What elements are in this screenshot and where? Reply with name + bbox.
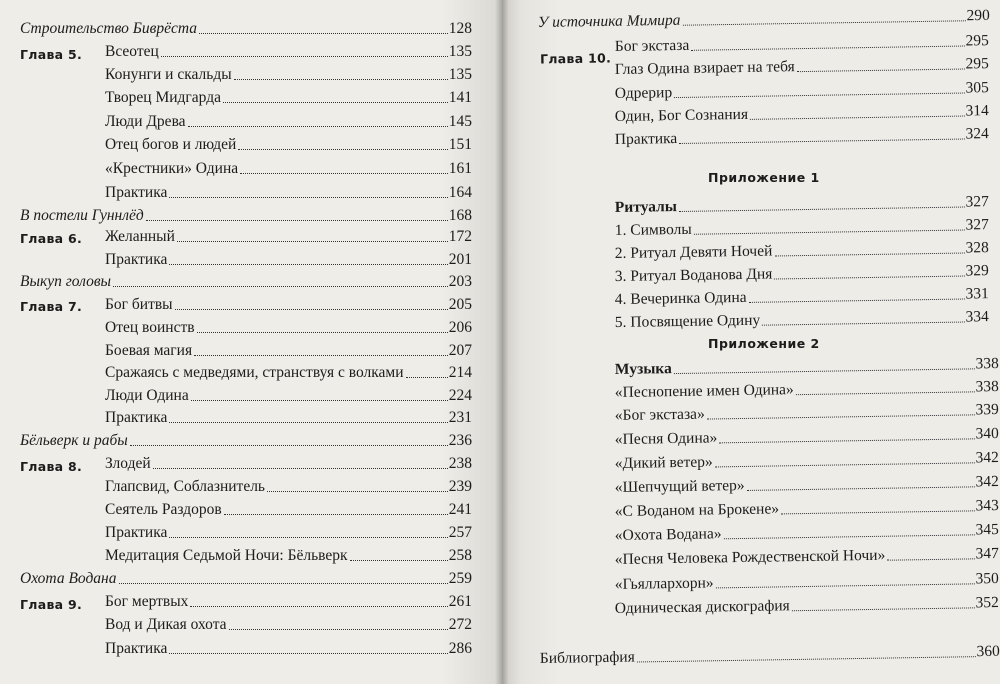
toc-entry — [105, 66, 472, 84]
entry-title: Бёльверк и рабы — [20, 432, 128, 449]
entry-title: 1. Символы — [614, 220, 692, 240]
toc-entry — [105, 409, 472, 427]
entry-title: «Песня Человека Рождественской Ночи» — [614, 546, 886, 569]
dot-leader — [161, 56, 448, 57]
chapter-label: Глава 7. — [20, 299, 83, 314]
entry-title: Глапсвид, Соблазнитель — [105, 478, 266, 495]
dot-leader — [169, 537, 447, 538]
dot-leader — [267, 491, 448, 492]
entry-page: 151 — [448, 136, 472, 153]
toc-entry — [615, 449, 999, 473]
toc-entry — [615, 355, 999, 379]
dot-leader — [169, 264, 447, 265]
chapter-label: Глава 6. — [20, 231, 83, 246]
entry-page: 161 — [448, 160, 472, 177]
dot-leader — [153, 468, 448, 469]
toc-entry — [105, 547, 472, 565]
entry-title: Люди Древа — [105, 113, 186, 130]
dot-leader — [188, 126, 448, 127]
entry-page: 360 — [976, 642, 1000, 661]
appendix-heading: Приложение 1 — [708, 170, 820, 185]
entry-title: Практика — [105, 640, 168, 657]
entry-page: 342 — [975, 472, 999, 491]
entry-page: 168 — [448, 207, 472, 224]
toc-entry — [615, 262, 989, 286]
entry-page: 206 — [448, 319, 472, 336]
dot-leader — [406, 377, 448, 378]
entry-title: «Крестники» Одина — [105, 160, 239, 177]
toc-entry — [615, 102, 989, 126]
entry-page: 239 — [448, 478, 472, 495]
appendix-heading: Приложение 2 — [708, 336, 820, 351]
dot-leader — [191, 400, 448, 401]
toc-entry — [105, 478, 472, 496]
entry-page: 258 — [448, 547, 472, 564]
toc-entry — [105, 228, 472, 246]
right-page — [502, 0, 1000, 684]
dot-leader — [796, 391, 975, 395]
entry-title: 3. Ритуал Воданова Дня — [614, 265, 773, 286]
entry-page: 145 — [448, 113, 472, 130]
toc-entry — [105, 342, 472, 360]
toc-entry — [615, 594, 999, 618]
dot-leader — [169, 653, 447, 654]
entry-title: Ритуалы — [614, 198, 678, 217]
dot-leader — [774, 276, 964, 280]
dot-leader — [169, 422, 447, 423]
entry-page: 207 — [448, 342, 472, 359]
entry-title: «Гьяллархорн» — [614, 574, 714, 594]
dot-leader — [716, 583, 975, 588]
entry-page: 343 — [975, 496, 999, 515]
dot-leader — [177, 241, 448, 242]
dot-leader — [197, 332, 448, 333]
toc-entry — [615, 308, 989, 332]
entry-title: Творец Мидгарда — [105, 89, 221, 106]
entry-page: 236 — [448, 432, 472, 449]
toc-entry — [615, 239, 989, 263]
entry-title: «Бог экстаза» — [614, 405, 705, 425]
toc-entry — [615, 32, 989, 56]
entry-page: 135 — [448, 43, 472, 60]
entry-title: Отец богов и людей — [105, 136, 237, 153]
entry-page: 338 — [975, 354, 999, 373]
entry-page: 205 — [448, 296, 472, 313]
entry-page: 203 — [448, 273, 472, 290]
toc-entry — [105, 524, 472, 542]
entry-page: 290 — [966, 6, 990, 25]
dot-leader — [240, 173, 448, 174]
toc-entry — [105, 160, 472, 178]
entry-title: Всеотец — [105, 43, 159, 60]
toc-entry — [105, 640, 472, 658]
toc-entry — [105, 319, 472, 337]
dot-leader — [762, 322, 964, 326]
entry-page: 350 — [975, 569, 999, 588]
entry-page: 314 — [965, 102, 989, 120]
toc-entry — [105, 616, 472, 634]
toc-entry — [615, 497, 999, 521]
toc-entry — [615, 378, 999, 402]
toc-entry — [105, 364, 472, 382]
entry-title: Одиническая дискография — [614, 597, 790, 618]
toc-entry — [615, 401, 999, 425]
entry-page: 327 — [965, 216, 989, 234]
entry-page: 295 — [965, 32, 989, 50]
entry-title: Вод и Дикая охота — [105, 616, 227, 633]
entry-title: 5. Посвящение Одину — [614, 311, 761, 332]
dot-leader — [749, 299, 965, 303]
dot-leader — [715, 462, 975, 467]
entry-title: Сеятель Раздоров — [105, 501, 222, 518]
entry-title: Выкуп головы — [20, 273, 112, 290]
toc-entry — [20, 570, 472, 588]
dot-leader — [224, 514, 448, 515]
toc-entry-bibliography — [540, 643, 1000, 668]
chapter-label: Глава 8. — [20, 459, 83, 474]
entry-title: Практика — [105, 184, 168, 201]
entry-title: Строительство Бивpёста — [20, 20, 197, 37]
toc-entry — [105, 593, 472, 611]
dot-leader — [113, 286, 448, 287]
entry-title: В постели Гуннлёд — [20, 207, 144, 224]
entry-page: 241 — [448, 501, 472, 518]
entry-title: Бог битвы — [105, 296, 173, 313]
entry-title: Практика — [614, 130, 678, 149]
toc-entry — [20, 207, 472, 225]
dot-leader — [792, 607, 975, 611]
entry-title: Сражаясь с медведями, странствуя с волками — [105, 364, 404, 381]
dot-leader — [194, 355, 448, 356]
entry-title: «Песнопение имен Одина» — [614, 381, 794, 402]
entry-title: Один, Бог Сознания — [614, 105, 749, 126]
entry-page: 286 — [448, 640, 472, 657]
entry-title: Бог мертвых — [105, 593, 189, 610]
entry-page: 141 — [448, 89, 472, 106]
entry-page: 339 — [975, 400, 999, 419]
dot-leader — [724, 534, 975, 539]
book-gutter — [495, 0, 509, 684]
toc-entry — [105, 113, 472, 131]
entry-page: 329 — [965, 262, 989, 280]
entry-page: 214 — [448, 364, 472, 381]
entry-page: 324 — [965, 125, 989, 143]
dot-leader — [679, 139, 964, 144]
entry-title: Бог экстаза — [614, 36, 690, 56]
entry-title: Злодей — [105, 455, 151, 472]
entry-page: 340 — [975, 424, 999, 443]
dot-leader — [674, 368, 975, 374]
entry-title: Медитация Седьмой Ночи: Бёльверк — [105, 547, 348, 564]
dot-leader — [190, 606, 447, 607]
entry-title: Желанный — [105, 228, 175, 245]
dot-leader — [350, 560, 448, 561]
toc-entry — [105, 387, 472, 405]
entry-page: 128 — [448, 20, 472, 37]
toc-entry — [615, 125, 989, 149]
toc-entry — [105, 296, 472, 314]
entry-page: 331 — [965, 285, 989, 303]
entry-page: 238 — [448, 455, 472, 472]
dot-leader — [146, 220, 448, 221]
entry-page: 231 — [448, 409, 472, 426]
dot-leader — [238, 149, 447, 150]
entry-title: «Шепчущий ветер» — [614, 476, 745, 497]
entry-page: 305 — [965, 79, 989, 97]
toc-entry — [20, 273, 472, 291]
toc-entry — [105, 455, 472, 473]
entry-page: 172 — [448, 228, 472, 245]
entry-page: 338 — [975, 377, 999, 396]
dot-leader — [119, 583, 448, 584]
dot-leader — [175, 309, 448, 310]
entry-page: 135 — [448, 66, 472, 83]
dot-leader — [707, 414, 975, 419]
dot-leader — [719, 438, 974, 443]
dot-leader — [781, 510, 975, 514]
toc-entry — [615, 55, 989, 79]
entry-title: 4. Вечеринка Одина — [614, 288, 747, 309]
entry-title: Практика — [105, 409, 168, 426]
toc-entry — [105, 89, 472, 107]
dot-leader — [691, 46, 964, 51]
dot-leader — [747, 486, 975, 491]
entry-title: 2. Ритуал Девяти Ночей — [614, 242, 773, 263]
toc-entry — [105, 136, 472, 154]
entry-title: Библиография — [539, 648, 635, 668]
entry-title: Практика — [105, 251, 168, 268]
entry-title: «С Воданом на Брокене» — [614, 500, 780, 521]
dot-leader — [797, 69, 965, 73]
entry-title: Музыка — [614, 360, 672, 379]
dot-leader — [130, 445, 448, 446]
entry-page: 201 — [448, 251, 472, 268]
entry-page: 327 — [965, 193, 989, 211]
entry-title: У источника Мимира — [537, 11, 681, 32]
entry-title: «Песня Одина» — [614, 429, 718, 449]
dot-leader — [774, 253, 964, 257]
toc-entry — [615, 79, 989, 103]
entry-title: «Дикий ветер» — [614, 453, 713, 473]
entry-title: Охота Водана — [20, 570, 117, 587]
toc-entry — [105, 184, 472, 202]
toc-entry — [615, 216, 989, 240]
dot-leader — [229, 629, 448, 630]
entry-page: 257 — [448, 524, 472, 541]
entry-title: Отец воинств — [105, 319, 195, 336]
toc-entry — [615, 193, 989, 217]
toc-entry — [615, 473, 999, 497]
entry-page: 259 — [448, 570, 472, 587]
toc-entry — [538, 7, 990, 32]
toc-entry — [105, 251, 472, 269]
entry-title: Конунги и скальды — [105, 66, 232, 83]
dot-leader — [750, 116, 965, 120]
entry-page: 347 — [975, 544, 999, 563]
entry-page: 224 — [448, 387, 472, 404]
dot-leader — [674, 93, 964, 99]
toc-entry — [20, 432, 472, 450]
toc-entry — [20, 20, 472, 38]
entry-title: Люди Одина — [105, 387, 189, 404]
dot-leader — [199, 33, 448, 34]
dot-leader — [223, 102, 448, 103]
entry-page: 272 — [448, 616, 472, 633]
entry-page: 328 — [965, 239, 989, 257]
dot-leader — [694, 230, 965, 235]
toc-entry — [615, 521, 999, 545]
dot-leader — [169, 197, 447, 198]
toc-entry — [615, 285, 989, 309]
entry-title: Практика — [105, 524, 168, 541]
entry-title: «Охота Водана» — [614, 525, 722, 545]
entry-page: 261 — [448, 593, 472, 610]
entry-title: Одрерир — [614, 84, 673, 103]
entry-page: 342 — [975, 448, 999, 467]
entry-title: Боевая магия — [105, 342, 193, 359]
chapter-label: Глава 9. — [20, 597, 83, 612]
toc-entry — [105, 501, 472, 519]
dot-leader — [234, 79, 448, 80]
chapter-label: Глава 5. — [20, 47, 83, 62]
dot-leader — [887, 558, 974, 560]
entry-page: 334 — [965, 308, 989, 326]
toc-entry — [615, 570, 999, 594]
entry-page: 295 — [965, 55, 989, 73]
dot-leader — [637, 656, 976, 662]
entry-title: Глаз Одина взирает на тебя — [614, 58, 795, 79]
toc-entry — [615, 425, 999, 449]
toc-entry — [105, 43, 472, 61]
toc-entry — [615, 545, 999, 569]
entry-page: 352 — [975, 593, 999, 612]
dot-leader — [679, 207, 965, 212]
entry-page: 164 — [448, 184, 472, 201]
entry-page: 345 — [975, 520, 999, 539]
dot-leader — [683, 20, 966, 25]
chapter-label: Глава 10. — [539, 50, 612, 67]
